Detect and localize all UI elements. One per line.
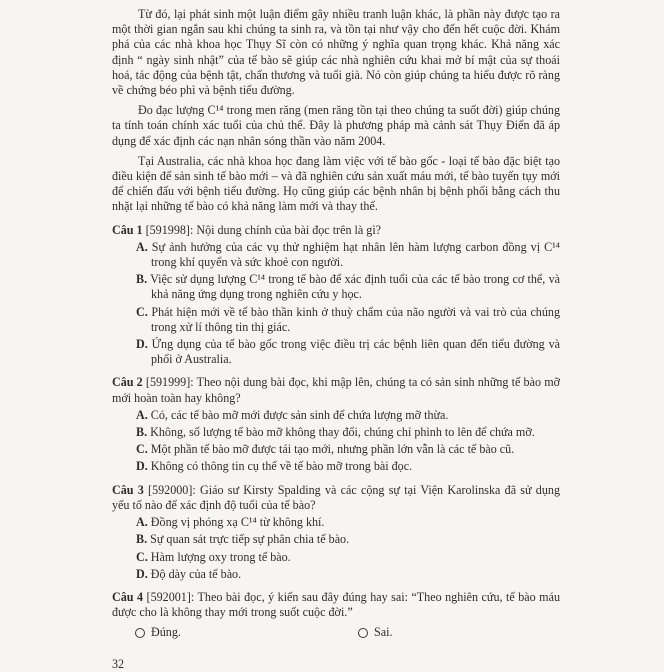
question-3-label: Câu 3 [112, 482, 144, 497]
option-letter: A. [136, 407, 148, 422]
option-letter: A. [136, 515, 148, 530]
radio-option-true[interactable] [135, 625, 358, 640]
question-1-text: Nội dung chính của bài đọc trên là gì? [196, 222, 382, 237]
radio-label-false: Sai. [374, 625, 393, 640]
question-4-code: [592001]: [146, 589, 195, 604]
option-letter: B. [136, 272, 148, 287]
radio-label-true: Đúng. [151, 625, 181, 640]
option-text: Độ dày của tế bào. [150, 566, 242, 581]
radio-button-icon[interactable] [135, 628, 145, 638]
option-text: Sự ảnh hưởng của các vụ thử nghiệm hạt nhân lên hàm lượng carbon đồng vị C¹⁴ trong khí quyển và sức khoẻ con người. [151, 239, 560, 270]
question-3-text: Giáo sư Kirsty Spalding và các cộng sự tại Viện Karolinska đã sử dụng yếu tố nào để xác định độ tuổi của tế bào? [112, 482, 560, 512]
question-2 [112, 375, 560, 474]
option-text: Không có thông tin cụ thể về tế bào mỡ trong bài đọc. [150, 459, 413, 474]
question-3-code: [592000]: [148, 482, 196, 497]
option-text: Đồng vị phóng xạ C¹⁴ từ không khí. [150, 515, 325, 530]
option-letter: B. [136, 425, 148, 440]
option-letter: A. [136, 239, 148, 254]
question-3-option-c[interactable] [136, 550, 560, 565]
question-3-option-d[interactable] [136, 567, 560, 582]
option-letter: C. [136, 549, 148, 564]
question-1-option-d[interactable] [136, 337, 560, 367]
question-2-option-c[interactable] [136, 442, 560, 457]
question-2-code: [591999]: [145, 375, 194, 390]
true-false-row [135, 625, 560, 640]
radio-button-icon[interactable] [358, 628, 368, 638]
question-3-option-a[interactable] [136, 515, 560, 530]
reading-paragraph-2: Đo đạc lượng C¹⁴ trong men răng (men răng tồn tại theo chúng ta suốt đời) giúp chúng ta tính toán chính xác tuổi của chủ thể. Đây là phương pháp mà cảnh sát Thụy Điển đã áp dụng để xác định các nạn nhân sóng thần vào năm 2004. [112, 103, 560, 148]
question-2-header [112, 375, 560, 405]
question-1-option-a[interactable] [136, 240, 560, 270]
question-4-header [112, 590, 560, 620]
option-text: Không, số lượng tế bào mỡ không thay đổi, chúng chỉ phình to lên để chứa mỡ. [150, 425, 535, 440]
page-number: 32 [112, 656, 125, 671]
question-4-label: Câu 4 [112, 589, 144, 604]
question-1-option-b[interactable] [136, 272, 560, 302]
question-1-option-c[interactable] [136, 305, 560, 335]
reading-paragraph-1: Từ đó, lại phát sinh một luận điểm gây nhiều tranh luận khác, là phần này được tạo ra một thời gian ngắn sau khi chúng ta sinh ra, và tồn tại như vậy cho đến hết cuộc đời. Khám phá của các nhà khoa học Thụy Sĩ còn có những ý nghĩa quan trọng khác. Khả năng xác định “ ngày sinh nhật” của tế bào sẽ giúp các nhà nghiên cứu khai mở bí mật của sự thoái hoá, tác động của bệnh tật, chấn thương và tuổi già. Nó còn giúp chúng ta hiểu được rõ ràng về chứng béo phì và bệnh tiểu đường. [112, 7, 560, 98]
question-1-label: Câu 1 [112, 222, 143, 237]
option-letter: C. [136, 304, 148, 319]
option-letter: B. [136, 532, 148, 547]
question-1-header [112, 223, 560, 238]
option-letter: D. [136, 566, 148, 581]
option-letter: D. [136, 337, 148, 352]
option-text: Ứng dụng của tế bào gốc trong việc điều trị các bệnh liên quan đến tiểu đường và phổi ở Australia. [151, 337, 561, 367]
option-text: Một phần tế bào mỡ được tái tạo mới, nhưng phần lớn vẫn là các tế bào cũ. [150, 442, 515, 457]
option-text: Có, các tế bào mỡ mới được sản sinh để chứa lượng mỡ thừa. [150, 407, 449, 422]
question-2-option-b[interactable] [136, 425, 560, 440]
option-text: Phát hiện mới về tế bào thần kinh ở thuỳ chẩm của não người và vai trò của chúng trong xử lí thông tin thị giác. [151, 304, 560, 334]
question-2-label: Câu 2 [112, 375, 143, 390]
radio-option-false[interactable] [358, 625, 392, 640]
option-letter: C. [136, 442, 148, 457]
option-text: Việc sử dụng lượng C¹⁴ trong tế bào để xác định tuổi của các tế bào trong cơ thể, và khả năng ứng dụng trong nghiên cứu y học. [150, 272, 560, 302]
question-3-header [112, 483, 560, 513]
question-1-code: [591998]: [145, 222, 194, 237]
option-letter: D. [136, 459, 148, 474]
question-1 [112, 223, 560, 368]
question-2-option-a[interactable] [136, 408, 560, 423]
question-2-option-d[interactable] [136, 459, 560, 474]
question-2-text: Theo nội dung bài đọc, khi mập lên, chúng ta có sản sinh những tế bào mỡ mới hoàn toàn hay không? [112, 375, 560, 405]
reading-paragraph-3: Tại Australia, các nhà khoa học đang làm việc với tế bào gốc - loại tế bào đặc biệt tạo điều kiện để sản sinh tế bào mới – và đã nghiên cứu sản xuất máu mới, tế bào tuyến tụy mới để chiến đấu với bệnh tiểu đường. Họ cũng giúp các bệnh nhân bị bệnh phổi bằng cách thu nhặt lại những tế bào có khả năng làm mới và thay thế. [112, 153, 560, 214]
question-3 [112, 483, 560, 582]
question-4-text: Theo bài đọc, ý kiến sau đây đúng hay sai: “Theo nghiên cứu, tế bào máu được cho là không thay mới trong suốt cuộc đời.” [112, 589, 561, 620]
option-text: Hàm lượng oxy trong tế bào. [150, 549, 291, 564]
option-text: Sự quan sát trực tiếp sự phân chia tế bào. [150, 532, 350, 547]
question-4 [112, 590, 560, 641]
question-3-option-b[interactable] [136, 532, 560, 547]
